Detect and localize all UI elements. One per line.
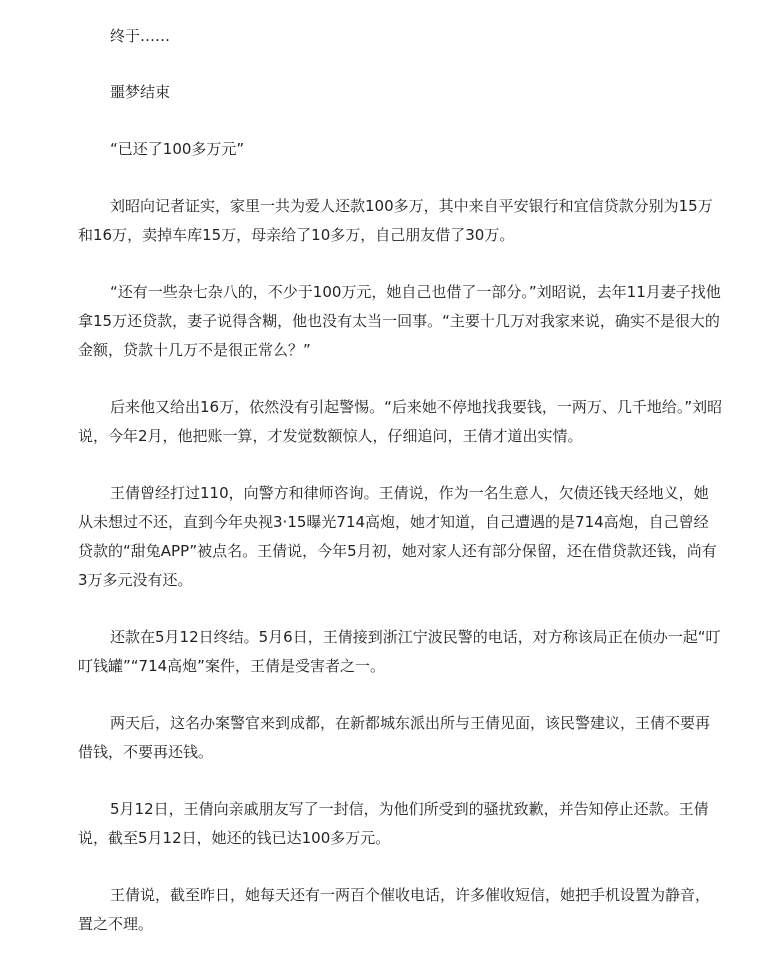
paragraph: 还款在5月12日终结。5月6日，王倩接到浙江宁波民警的电话，对方称该局正在侦办一起“叮叮钱罐”“714高炮”案件，王倩是受害者之一。 bbox=[78, 628, 721, 675]
paragraph: 5月12日，王倩向亲戚朋友写了一封信，为他们所受到的骚扰致歉，并告知停止还款。王倩说，截至5月12日，她还的钱已达100多万元。 bbox=[78, 800, 709, 847]
paragraph: “还有一些杂七杂八的，不少于100万元，她自己也借了一部分。”刘昭说，去年11月妻子找他拿15万还贷款，妻子说得含糊，他也没有太当一回事。“主要十几万对我家来说，确实不是很大的金额，贷款十几万不是很正常么？” bbox=[78, 283, 721, 359]
paragraph: 两天后，这名办案警官来到成都，在新都城东派出所与王倩见面，该民警建议，王倩不要再借钱，不要再还钱。 bbox=[78, 714, 711, 761]
paragraph: 王倩曾经打过110，向警方和律师咨询。王倩说，作为一名生意人，欠债还钱天经地义，她从未想过不还，直到今年央视3·15曝光714高炮，她才知道，自己遭遇的是714高炮，自己曾经贷款的“甜兔APP”被点名。王倩说，今年5月初，她对家人还有部分保留，还在借贷款还钱，尚有3万多元没有还。 bbox=[78, 484, 717, 589]
paragraph: 刘昭向记者证实，家里一共为爱人还款100多万，其中来自平安银行和宜信贷款分别为15万和16万，卖掉车库15万，母亲给了10多万，自己朋友借了30万。 bbox=[78, 197, 713, 244]
article-body bbox=[78, 22, 723, 967]
section-heading-quote: “已还了100多万元” bbox=[110, 140, 245, 158]
paragraph: 王倩说，截至昨日，她每天还有一两百个催收电话，许多催收短信，她把手机设置为静音，置之不理。 bbox=[78, 886, 711, 933]
paragraph: 后来他又给出16万，依然没有引起警惕。“后来她不停地找我要钱，一两万、几千地给。”刘昭说，今年2月，他把账一算，才发觉数额惊人，仔细追问，王倩才道出实情。 bbox=[78, 398, 723, 445]
paragraph: 终于…… bbox=[110, 27, 171, 45]
paragraph: 噩梦结束 bbox=[110, 83, 171, 101]
